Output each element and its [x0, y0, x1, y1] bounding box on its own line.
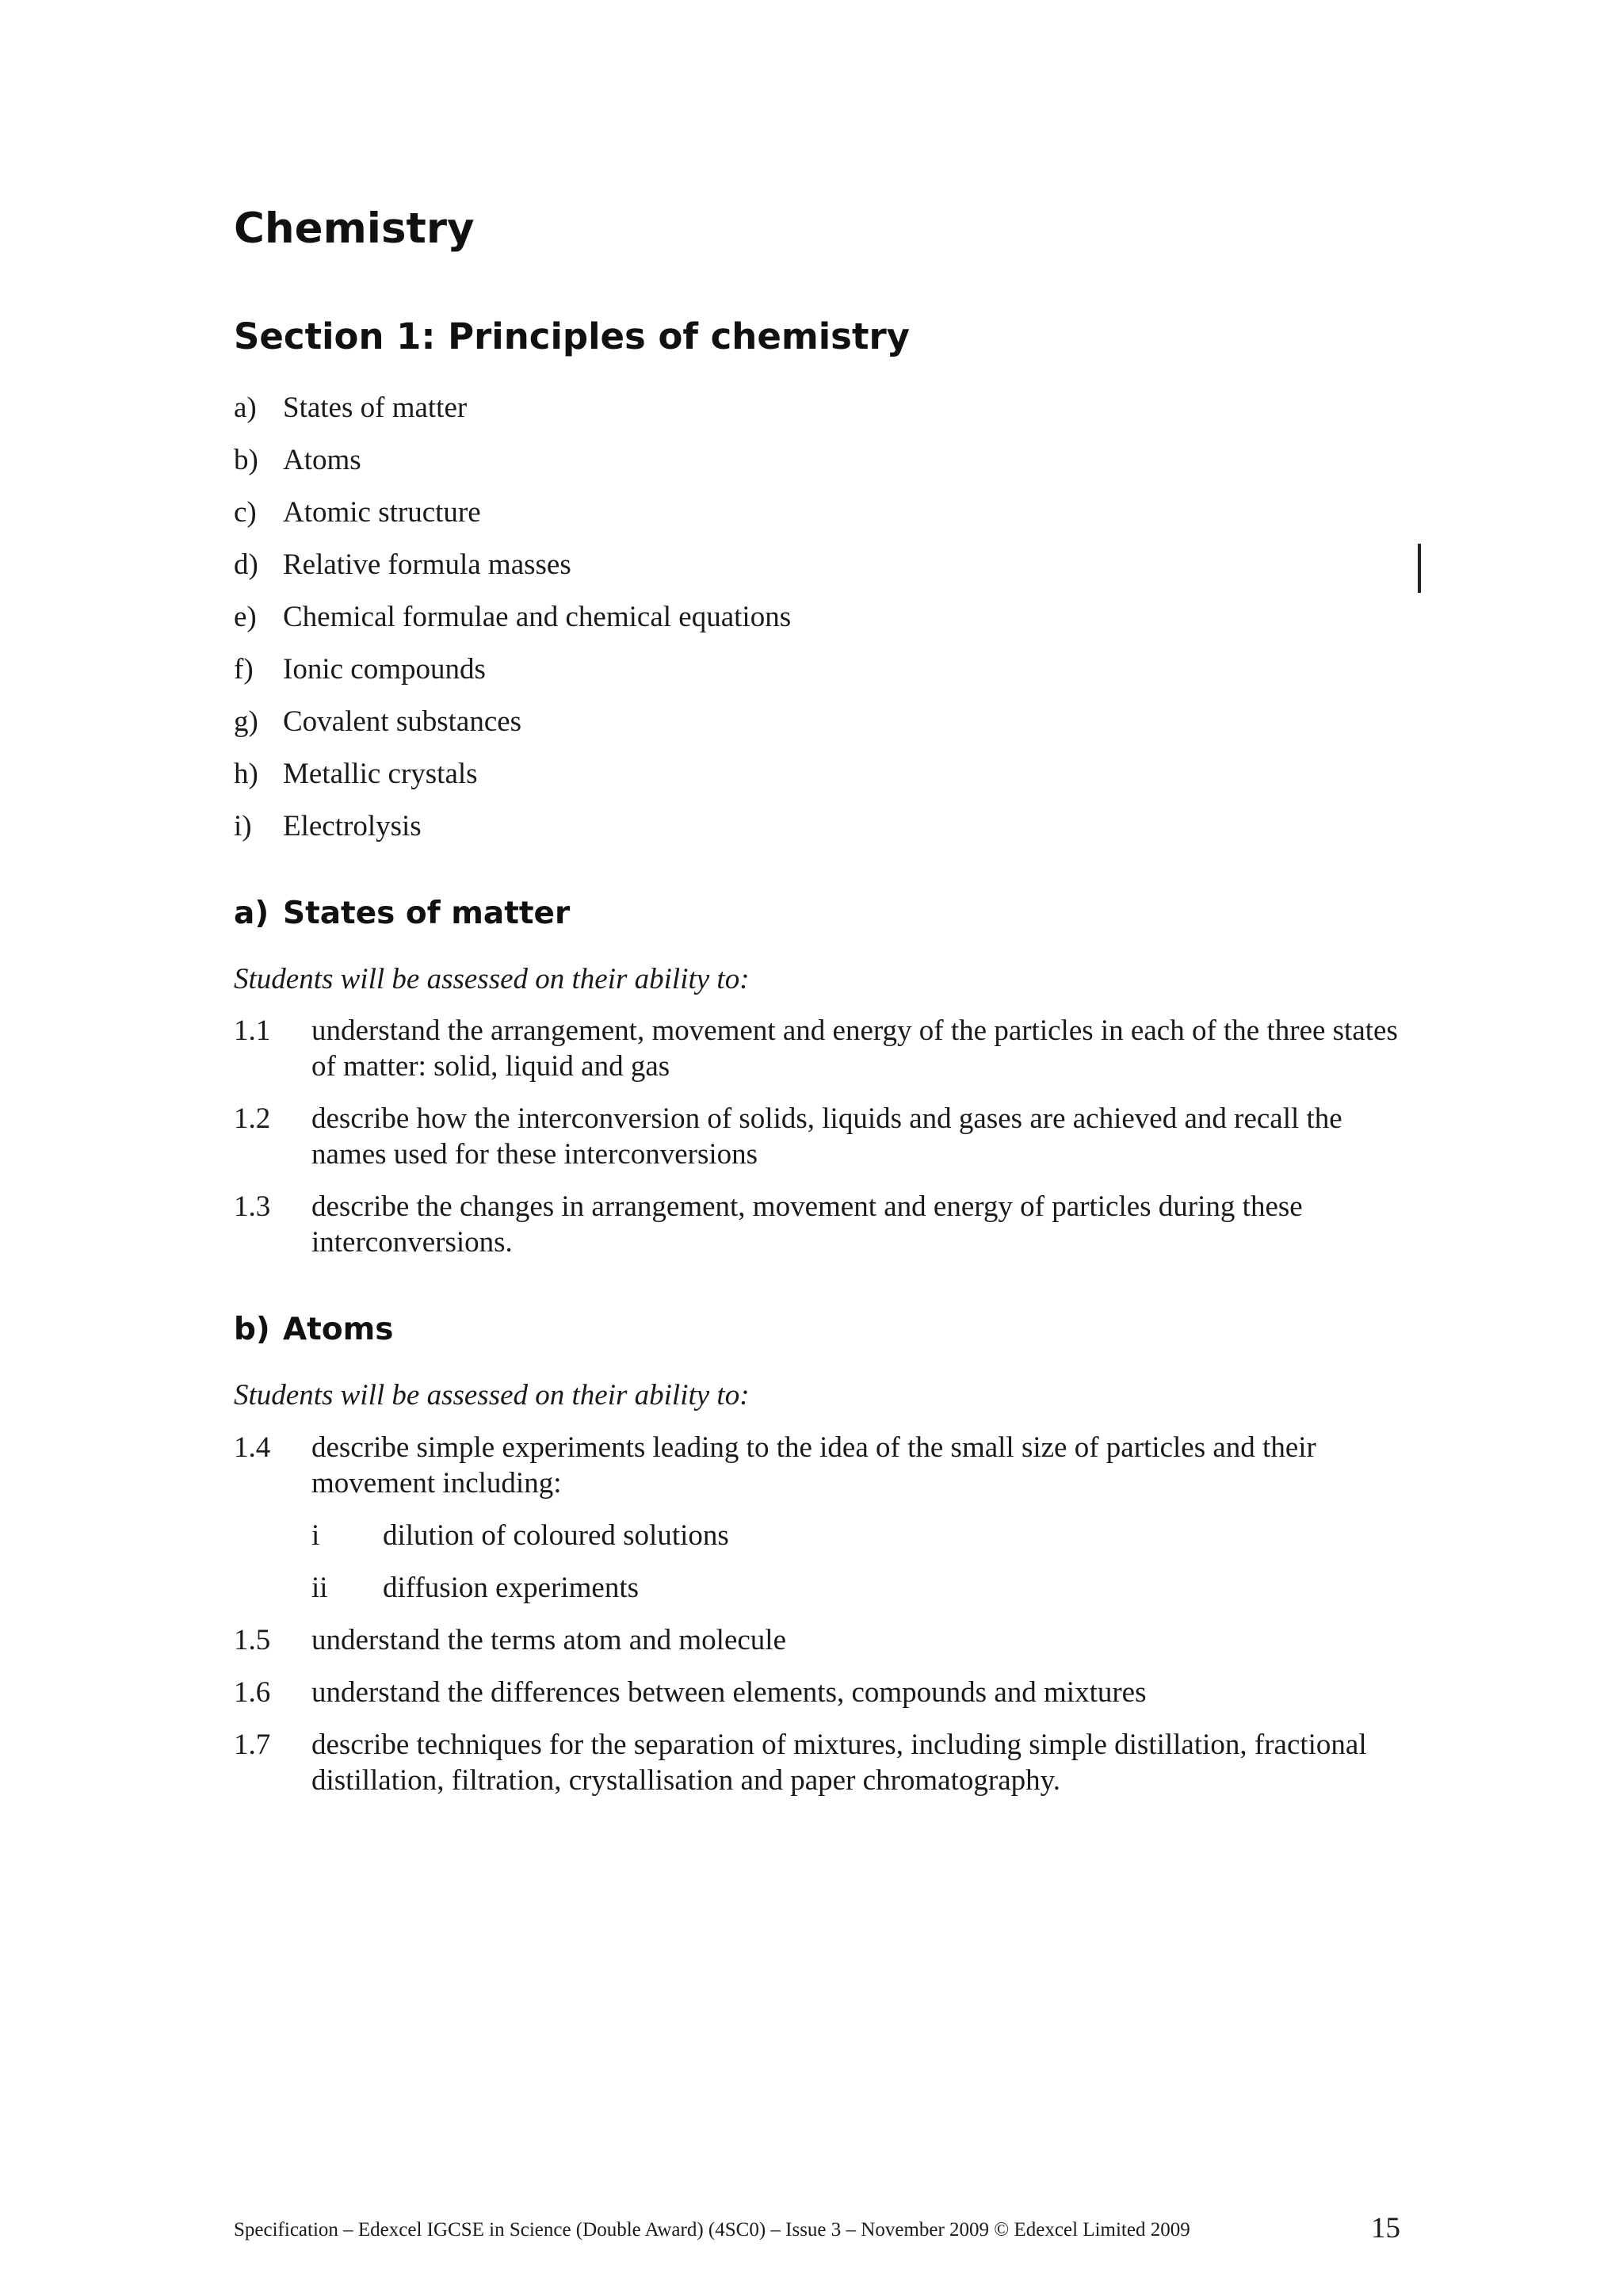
- subsection-a-heading: [234, 896, 570, 931]
- topic-item: [234, 495, 791, 547]
- page-footer: Specification – Edexcel IGCSE in Science (Double Award) (4SC0) – Issue 3 – November 2009 © Edexcel Limited 2009: [234, 2219, 1190, 2241]
- objective-text: describe simple experiments leading to the idea of the small size of particles and their movement including:: [311, 1431, 1316, 1499]
- topic-item: [234, 547, 791, 599]
- topic-item: [234, 599, 791, 651]
- subsection-letter: a): [234, 896, 269, 931]
- objective-number: 1.3: [234, 1190, 271, 1223]
- objective-item: [234, 1622, 1407, 1658]
- topic-list: [234, 390, 791, 861]
- topic-text: Atoms: [283, 444, 361, 476]
- topic-label: d): [234, 548, 258, 581]
- assessment-intro: Students will be assessed on their ability to:: [234, 963, 750, 995]
- topic-item: [234, 808, 791, 861]
- subsection-title: States of matter: [283, 896, 571, 931]
- topic-label: c): [234, 496, 257, 529]
- topic-label: b): [234, 444, 258, 476]
- objective-text: describe techniques for the separation of mixtures, including simple distillation, fractional distillation, filtration, crystallisation and paper chromatography.: [311, 1729, 1367, 1797]
- objective-item: [234, 1101, 1407, 1172]
- topic-text: Electrolysis: [283, 810, 422, 842]
- objective-number: 1.6: [234, 1676, 271, 1709]
- topic-text: Metallic crystals: [283, 758, 478, 790]
- assessment-intro: Students will be assessed on their ability to:: [234, 1379, 750, 1412]
- objective-text: understand the terms atom and molecule: [311, 1624, 787, 1656]
- subitem-numeral: i: [311, 1519, 320, 1552]
- objective-item: [234, 1675, 1407, 1710]
- topic-label: f): [234, 653, 254, 686]
- objective-item: [234, 1189, 1407, 1260]
- objective-number: 1.7: [234, 1729, 271, 1761]
- objective-subitem: [311, 1570, 1407, 1606]
- objectives-list-a: [234, 1013, 1407, 1277]
- objective-subitem: [311, 1518, 1407, 1553]
- objective-number: 1.2: [234, 1102, 271, 1135]
- objective-text: describe how the interconversion of solids, liquids and gases are achieved and recall the names used for these interconversions: [311, 1102, 1342, 1171]
- topic-item: [234, 442, 791, 495]
- topic-label: i): [234, 810, 252, 842]
- section-heading: Section 1: Principles of chemistry: [234, 315, 911, 357]
- page-title: Chemistry: [234, 204, 475, 253]
- topic-item: [234, 756, 791, 808]
- objective-item: [234, 1727, 1407, 1798]
- topic-text: Chemical formulae and chemical equations: [283, 601, 792, 633]
- subitem-text: dilution of coloured solutions: [383, 1519, 729, 1552]
- topic-label: e): [234, 601, 257, 633]
- objective-text: describe the changes in arrangement, movement and energy of particles during these interconversions.: [311, 1190, 1303, 1259]
- revision-change-bar: [1418, 544, 1421, 593]
- topic-text: Atomic structure: [283, 496, 481, 529]
- page-number: 15: [1371, 2212, 1400, 2244]
- objective-text: understand the arrangement, movement and energy of the particles in each of the three states of matter: solid, liquid and gas: [311, 1014, 1398, 1083]
- topic-item: [234, 390, 791, 442]
- topic-label: g): [234, 705, 258, 738]
- subitem-text: diffusion experiments: [383, 1572, 640, 1604]
- objectives-list-b: [234, 1430, 1407, 1815]
- topic-text: Covalent substances: [283, 705, 522, 738]
- topic-item: [234, 651, 791, 704]
- topic-text: States of matter: [283, 392, 468, 424]
- objective-text: understand the differences between elements, compounds and mixtures: [311, 1676, 1147, 1709]
- topic-text: Ionic compounds: [283, 653, 486, 686]
- topic-label: h): [234, 758, 258, 790]
- subsection-title: Atoms: [283, 1312, 394, 1347]
- objective-number: 1.5: [234, 1624, 271, 1656]
- objective-number: 1.4: [234, 1431, 271, 1464]
- objective-item: [234, 1013, 1407, 1084]
- topic-text: Relative formula masses: [283, 548, 571, 581]
- subsection-letter: b): [234, 1312, 270, 1347]
- topic-label: a): [234, 392, 257, 424]
- objective-number: 1.1: [234, 1014, 271, 1047]
- subitem-numeral: ii: [311, 1572, 328, 1604]
- topic-item: [234, 704, 791, 756]
- subsection-b-heading: [234, 1312, 393, 1347]
- objective-item: [234, 1430, 1407, 1501]
